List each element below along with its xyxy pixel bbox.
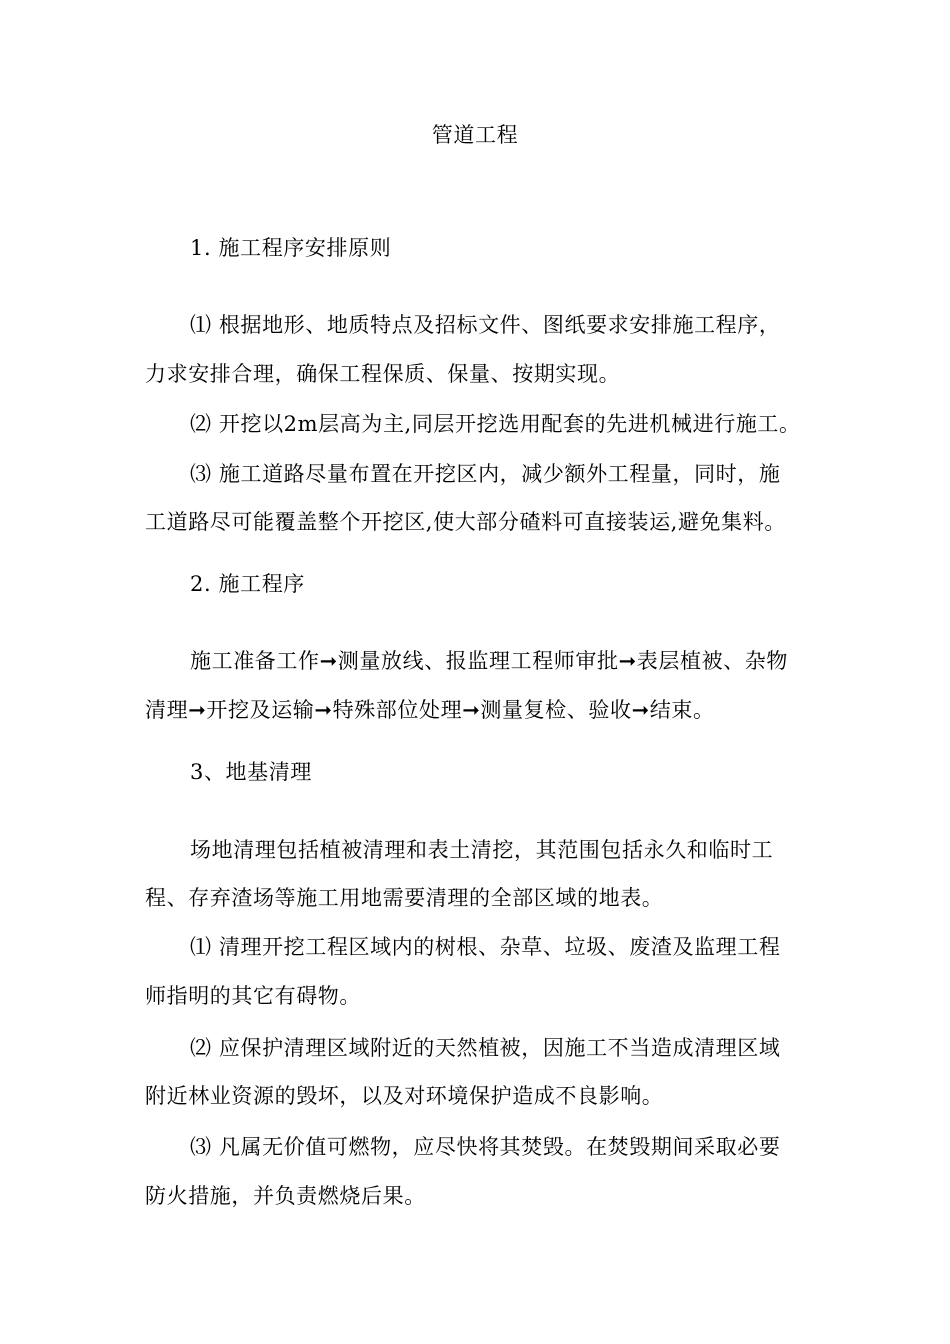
section-heading: 1. 施工程序安排原则 <box>190 236 392 260</box>
paragraph-line: 程、存弃渣场等施工用地需要清理的全部区域的地表。 <box>145 886 664 910</box>
paragraph-line: ⑶ 凡属无价值可燃物，应尽快将其焚毁。在焚毁期间采取必要 <box>190 1135 781 1159</box>
paragraph-line: ⑴ 清理开挖工程区域内的树根、杂草、垃圾、废渣及监理工程 <box>190 935 781 959</box>
paragraph-line: ⑴ 根据地形、地质特点及招标文件、图纸要求安排施工程序， <box>190 313 781 337</box>
paragraph-line: 师指明的其它有碍物。 <box>145 984 361 1008</box>
paragraph-line: 场地清理包括植被清理和表土清挖，其范围包括永久和临时工 <box>190 838 774 862</box>
paragraph-line: ⑶ 施工道路尽量布置在开挖区内，减少额外工程量，同时，施 <box>190 462 781 486</box>
page-title: 管道工程 <box>431 123 519 147</box>
paragraph-line: 工道路尽可能覆盖整个开挖区,使大部分碴料可直接装运,避免集料。 <box>145 510 786 534</box>
paragraph-line: ⑵ 开挖以2m层高为主,同层开挖选用配套的先进机械进行施工。 <box>190 412 801 436</box>
paragraph-line: 施工准备工作➞测量放线、报监理工程师审批➞表层植被、杂物 <box>190 649 788 673</box>
paragraph-line: 防火措施，并负责燃烧后果。 <box>145 1184 426 1208</box>
section-heading: 2. 施工程序 <box>190 572 305 596</box>
paragraph-line: 力求安排合理，确保工程保质、保量、按期实现。 <box>145 362 621 386</box>
paragraph-line: 清理➞开挖及运输➞特殊部位处理➞测量复检、验收➞结束。 <box>145 698 715 722</box>
paragraph-line: 附近林业资源的毁坏，以及对环境保护造成不良影响。 <box>145 1084 664 1108</box>
paragraph-line: ⑵ 应保护清理区域附近的天然植被，因施工不当造成清理区域 <box>190 1036 781 1060</box>
section-heading: 3、地基清理 <box>190 760 312 784</box>
